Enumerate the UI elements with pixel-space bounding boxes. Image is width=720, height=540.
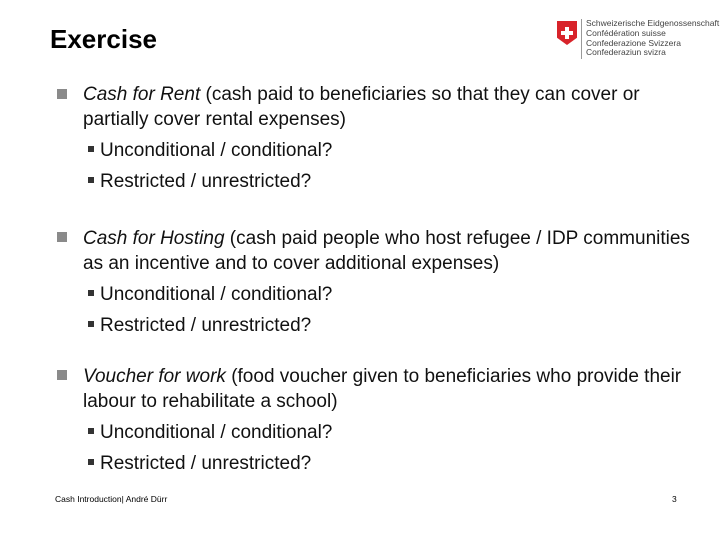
logo-line-3: Confederazione Svizzera: [586, 37, 681, 48]
bullet-text: [83, 82, 693, 132]
bullet-text: [83, 364, 693, 414]
sub-bullet-label: Unconditional / conditional?: [100, 422, 333, 443]
logo-line-4: Confederaziun svizra: [586, 47, 666, 58]
sub-bullet-icon: [88, 146, 94, 152]
sub-bullet-label: Restricted / unrestricted?: [100, 453, 312, 474]
swiss-confederation-logo: [557, 18, 720, 63]
bullet-description: (cash paid to beneficiaries so that they can cover or partially cover rental expenses): [83, 84, 640, 130]
swiss-flag-icon: [557, 21, 577, 45]
bullet-description: (cash paid people who host refugee / IDP communities as an incentive and to cover additional expenses): [83, 228, 690, 274]
sub-bullet: [88, 140, 332, 162]
slide-title: Exercise: [50, 24, 157, 54]
sub-bullet: [88, 171, 311, 193]
logo-line-1: Schweizerische Eidgenossenschaft: [586, 18, 720, 28]
sub-bullet-icon: [88, 321, 94, 327]
bullet-square-icon: [57, 370, 67, 380]
bullet-term: Cash for Rent: [83, 84, 201, 105]
bullet-term: Voucher for work: [83, 366, 226, 387]
logo-text: [586, 19, 719, 58]
sub-bullet-label: Restricted / unrestricted?: [100, 315, 312, 336]
bullet-term: Cash for Hosting: [83, 228, 225, 249]
sub-bullet-label: Unconditional / conditional?: [100, 140, 333, 161]
sub-bullet: [88, 284, 332, 306]
sub-bullet-label: Unconditional / conditional?: [100, 284, 333, 305]
sub-bullet-icon: [88, 459, 94, 465]
footer-text: Cash Introduction| André Dürr: [55, 494, 168, 504]
sub-bullet: [88, 453, 311, 475]
logo-line-2: Confédération suisse: [586, 27, 666, 38]
bullet-description: (food voucher given to beneficiaries who provide their labour to rehabilitate a school): [83, 366, 682, 412]
sub-bullet-label: Restricted / unrestricted?: [100, 171, 312, 192]
bullet-square-icon: [57, 232, 67, 242]
sub-bullet-icon: [88, 428, 94, 434]
sub-bullet-icon: [88, 290, 94, 296]
bullet-square-icon: [57, 89, 67, 99]
sub-bullet: [88, 422, 332, 444]
logo-divider: [581, 19, 582, 59]
bullet-text: [83, 226, 693, 276]
sub-bullet: [88, 315, 311, 337]
sub-bullet-icon: [88, 177, 94, 183]
page-number: 3: [672, 494, 677, 504]
